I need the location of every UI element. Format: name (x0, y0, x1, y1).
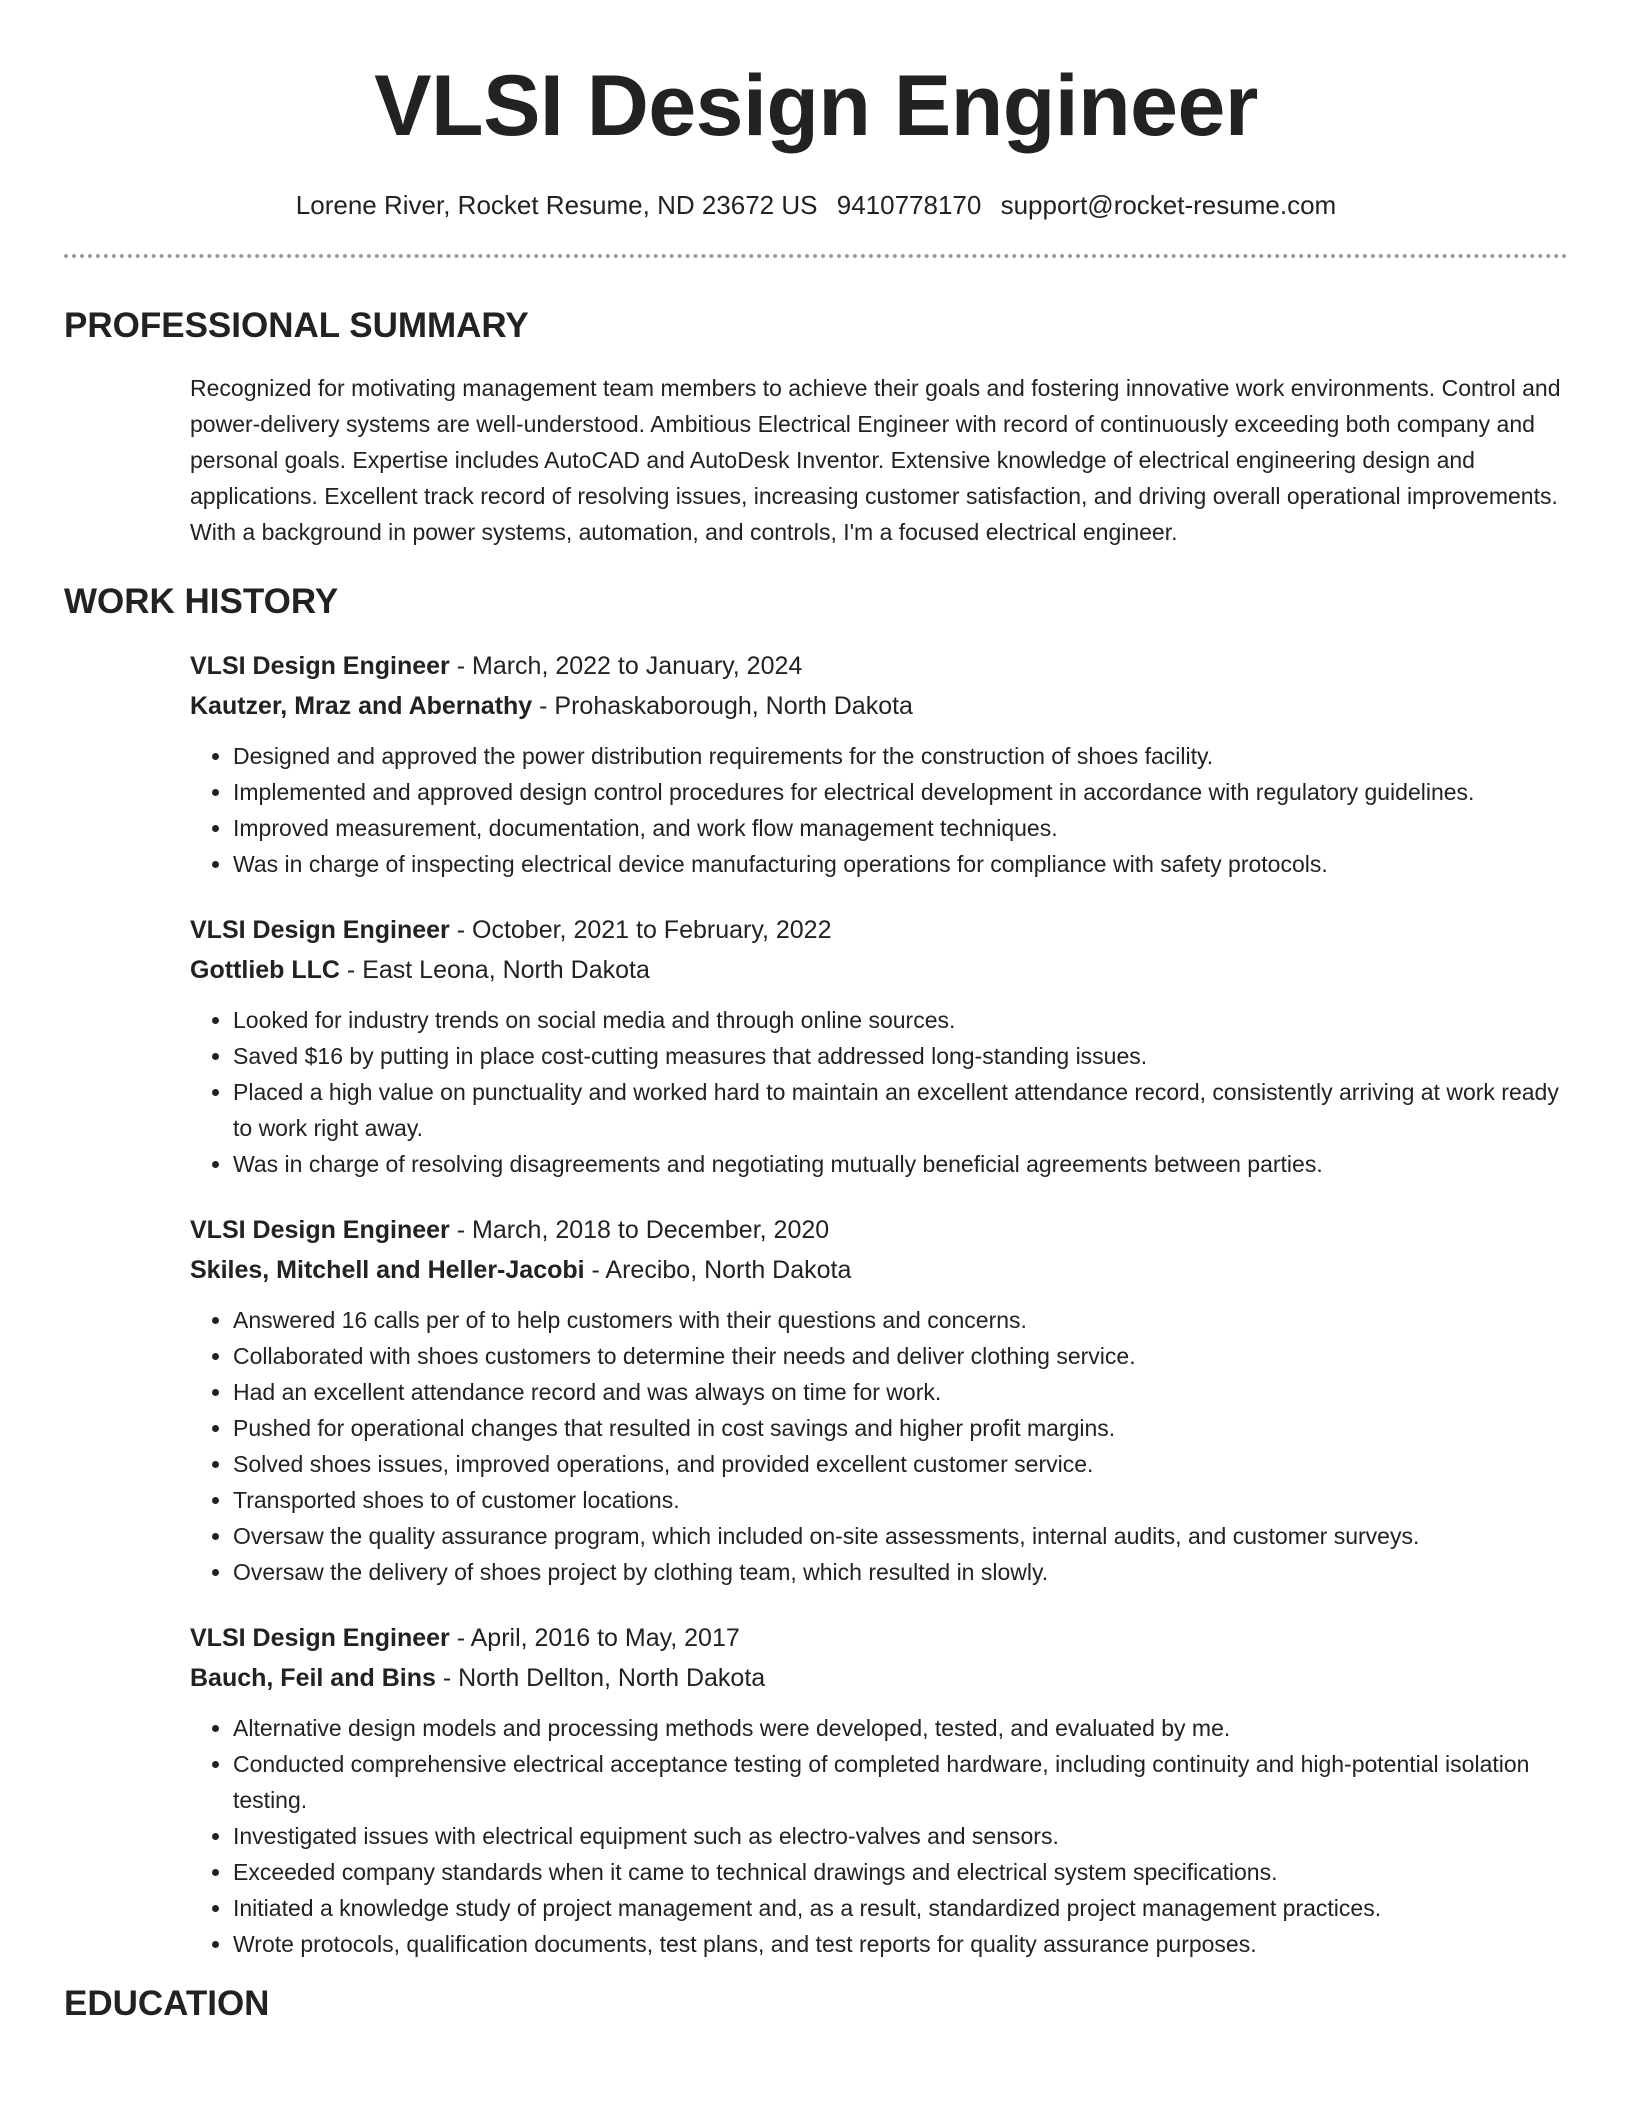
job-bullet: • Exceeded company standards when it came to technical drawings and electrical system specifications. (233, 1854, 1568, 1890)
job-entry (190, 910, 1568, 1182)
job-location: - Arecibo, North Dakota (584, 1256, 852, 1284)
job-bullets (190, 738, 1568, 882)
job-bullet: • Looked for industry trends on social media and through online sources. (233, 1002, 1568, 1038)
job-bullet: • Improved measurement, documentation, and work flow management techniques. (233, 810, 1568, 846)
job-title: VLSI Design Engineer (190, 1216, 450, 1244)
job-bullet: • Collaborated with shoes customers to determine their needs and deliver clothing service. (233, 1338, 1568, 1374)
job-bullets (190, 1710, 1568, 1962)
contact-address: Lorene River, Rocket Resume, ND 23672 US (295, 190, 818, 220)
job-location: - Prohaskaborough, North Dakota (532, 692, 913, 720)
job-title-line (190, 910, 1568, 950)
section-heading-work-history: WORK HISTORY (64, 582, 339, 621)
job-bullet: • Was in charge of inspecting electrical device manufacturing operations for compliance with safety protocols. (233, 846, 1568, 882)
job-company-line (190, 686, 1568, 726)
job-title: VLSI Design Engineer (190, 916, 450, 944)
job-location: - East Leona, North Dakota (339, 956, 650, 984)
job-bullets (190, 1002, 1568, 1182)
job-title: VLSI Design Engineer (190, 652, 450, 680)
job-entry (190, 1210, 1568, 1590)
job-company: Kautzer, Mraz and Abernathy (190, 692, 533, 720)
job-bullet: • Wrote protocols, qualification documents, test plans, and test reports for quality assurance purposes. (233, 1926, 1568, 1962)
section-heading-education: EDUCATION (64, 1984, 270, 2023)
job-bullet: • Implemented and approved design control procedures for electrical development in accordance with regulatory guidelines. (233, 774, 1568, 810)
job-bullet: • Designed and approved the power distribution requirements for the construction of shoes facility. (233, 738, 1568, 774)
job-company: Skiles, Mitchell and Heller-Jacobi (190, 1256, 585, 1284)
job-bullet: • Conducted comprehensive electrical acceptance testing of completed hardware, including continuity and high-potential isolation testing. (233, 1746, 1568, 1818)
job-company-line (190, 1658, 1568, 1698)
summary-text: Recognized for motivating management team members to achieve their goals and fostering innovative work environments. Control and power-delivery systems are well-understood. Ambitious Electrical Engineer with record of continuously exceeding both company and personal goals. Expertise includes AutoCAD and AutoDesk Inventor. Extensive knowledge of electrical engineering design and applications. Excellent track record of resolving issues, increasing customer satisfaction, and driving overall operational improvements. With a background in power systems, automation, and controls, I'm a focused electrical engineer. (190, 375, 1561, 545)
job-bullet: • Pushed for operational changes that resulted in cost savings and higher profit margins. (233, 1410, 1568, 1446)
header-divider (64, 254, 1568, 258)
job-company: Gottlieb LLC (190, 956, 340, 984)
job-bullet: • Was in charge of resolving disagreements and negotiating mutually beneficial agreements between parties. (233, 1146, 1568, 1182)
job-bullet: • Oversaw the delivery of shoes project by clothing team, which resulted in slowly. (233, 1554, 1568, 1590)
job-bullet: • Saved $16 by putting in place cost-cutting measures that addressed long-standing issues. (233, 1038, 1568, 1074)
job-title-line (190, 1618, 1568, 1658)
job-bullet: • Alternative design models and processing methods were developed, tested, and evaluated by me. (233, 1710, 1568, 1746)
job-company-line (190, 1250, 1568, 1290)
job-bullet: • Transported shoes to of customer locations. (233, 1482, 1568, 1518)
job-entry (190, 646, 1568, 882)
contact-line (64, 188, 1568, 222)
contact-phone[interactable]: 9410778170 (836, 190, 982, 220)
job-title-line (190, 1210, 1568, 1250)
job-bullet: • Solved shoes issues, improved operations, and provided excellent customer service. (233, 1446, 1568, 1482)
job-bullet: • Oversaw the quality assurance program, which included on-site assessments, internal audits, and customer surveys. (233, 1518, 1568, 1554)
job-location: - North Dellton, North Dakota (435, 1664, 766, 1692)
job-entry (190, 1618, 1568, 1962)
job-bullet: • Had an excellent attendance record and was always on time for work. (233, 1374, 1568, 1410)
resume-title: VLSI Design Engineer (374, 58, 1258, 154)
job-bullet: • Investigated issues with electrical equipment such as electro-valves and sensors. (233, 1818, 1568, 1854)
job-company-line (190, 950, 1568, 990)
job-bullet: • Initiated a knowledge study of project management and, as a result, standardized project management practices. (233, 1890, 1568, 1926)
job-title-line (190, 646, 1568, 686)
section-heading-summary: PROFESSIONAL SUMMARY (64, 306, 529, 345)
job-title: VLSI Design Engineer (190, 1624, 450, 1652)
job-dates: - March, 2022 to January, 2024 (449, 652, 803, 680)
job-dates: - March, 2018 to December, 2020 (449, 1216, 830, 1244)
job-dates: - April, 2016 to May, 2017 (449, 1624, 740, 1652)
job-dates: - October, 2021 to February, 2022 (449, 916, 832, 944)
job-bullet: • Answered 16 calls per of to help customers with their questions and concerns. (233, 1302, 1568, 1338)
job-bullets (190, 1302, 1568, 1590)
contact-email[interactable]: support@rocket-resume.com (1000, 190, 1337, 220)
job-bullet: • Placed a high value on punctuality and worked hard to maintain an excellent attendance record, consistently arriving at work ready to work right away. (233, 1074, 1568, 1146)
job-company: Bauch, Feil and Bins (190, 1664, 436, 1692)
